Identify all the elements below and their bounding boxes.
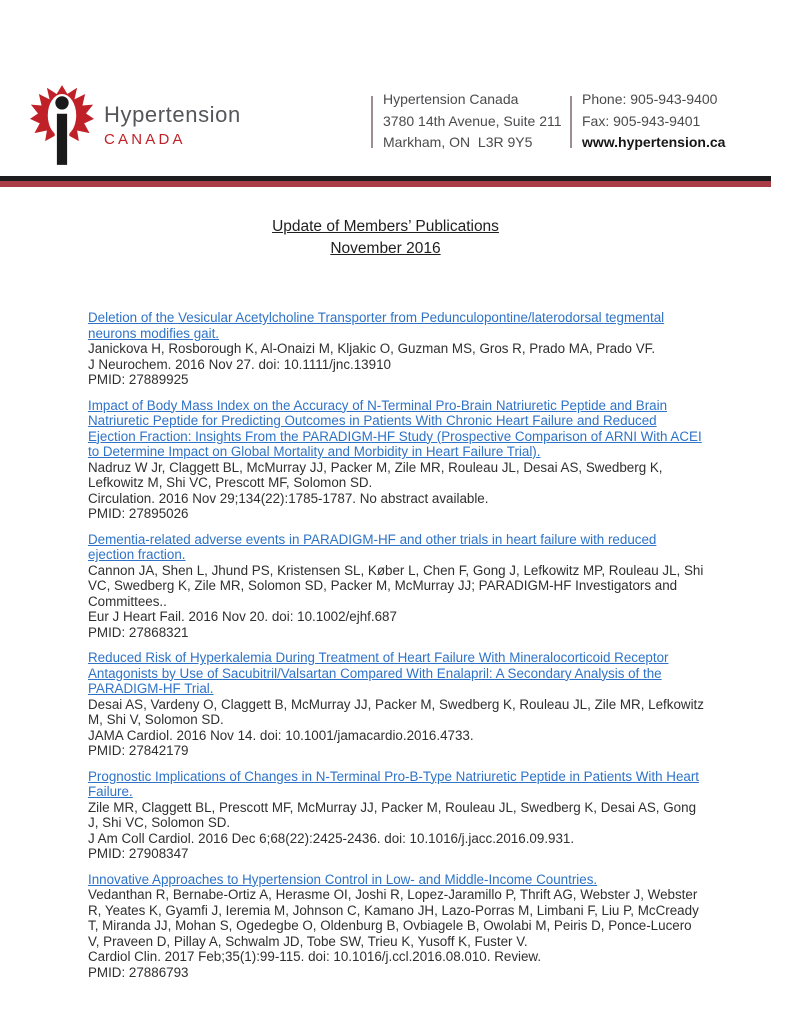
publication-pmid: PMID: 27895026 <box>88 506 189 521</box>
publication-entry <box>88 532 706 641</box>
phone-line: Phone: 905-943-9400 <box>582 91 718 107</box>
brand-country: CANADA <box>104 131 186 148</box>
publication-title-link[interactable]: Innovative Approaches to Hypertension Control in Low- and Middle-Income Countries. <box>88 871 598 887</box>
publication-citation: Cardiol Clin. 2017 Feb;35(1):99-115. doi: 10.1016/j.ccl.2016.08.010. Review. <box>88 949 542 964</box>
address-line: 3780 14th Avenue, Suite 211 <box>383 112 562 129</box>
publication-entry <box>88 650 706 759</box>
page-title-line1: Update of Members’ Publications <box>272 218 499 235</box>
publication-title-link[interactable]: Deletion of the Vesicular Acetylcholine Transporter from Pedunculopontine/laterodorsal tegmental neurons modifies gait. <box>88 310 665 341</box>
header-divider <box>371 96 373 148</box>
publication-authors: Desai AS, Vardeny O, Claggett B, McMurray JJ, Packer M, Swedberg K, Rouleau JL, Zile MR, Lefkowitz M, Shi V, Solomon SD. <box>88 696 704 727</box>
publication-authors: Cannon JA, Shen L, Jhund PS, Kristensen SL, Køber L, Chen F, Gong J, Lefkowitz MP, Rouleau JL, Shi VC, Swedberg K, Zile MR, Solomon SD, Packer M, McMurray JJ; PARADIGM-HF Investigators and Committees.. <box>88 562 704 609</box>
publication-authors: Zile MR, Claggett BL, Prescott MF, McMurray JJ, Packer M, Rouleau JL, Swedberg K, Desai AS, Gong J, Shi VC, Solomon SD. <box>88 799 697 830</box>
publication-pmid: PMID: 27889925 <box>88 372 189 387</box>
publication-citation: J Am Coll Cardiol. 2016 Dec 6;68(22):2425-2436. doi: 10.1016/j.jacc.2016.09.931. <box>88 830 575 846</box>
publication-pmid: PMID: 27886793 <box>88 964 189 980</box>
contact-block <box>582 89 725 154</box>
header-rule <box>0 176 771 187</box>
publications-list <box>88 310 706 990</box>
website-text: www.hypertension.ca <box>582 134 726 150</box>
publication-entry <box>88 769 706 862</box>
page-title-line2: November 2016 <box>330 240 441 257</box>
publication-authors: Nadruz W Jr, Claggett BL, McMurray JJ, Packer M, Zile MR, Rouleau JL, Desai AS, Swedberg K, Lefkowitz M, Shi VC, Prescott MF, Solomon SD. <box>88 459 663 490</box>
publication-title-link[interactable]: Reduced Risk of Hyperkalemia During Treatment of Heart Failure With Mineralocorticoid Receptor Antagonists by Use of Sacubitril/Valsartan Compared With Enalapril: A Secondary Analysis of the PARADIGM-HF Trial. <box>88 650 669 696</box>
publication-citation: Circulation. 2016 Nov 29;134(22):1785-1787. No abstract available. <box>88 490 489 506</box>
brand-name: Hypertension <box>104 102 241 127</box>
publication-entry <box>88 310 706 388</box>
publication-entry <box>88 872 706 981</box>
publication-citation: Eur J Heart Fail. 2016 Nov 20. doi: 10.1002/ejhf.687 <box>88 609 397 624</box>
publication-authors: Vedanthan R, Bernabe-Ortiz A, Herasme OI, Joshi R, Lopez-Jaramillo P, Thrift AG, Webster J, Webster R, Yeates K, Gyamfi J, Ieremia M, Johnson C, Kamano JH, Lazo-Porras M, Limbani F, Liu P, McCready T, Miranda JJ, Mohan S, Ogedegbe O, Oldenburg B, Ovbiagele B, Owolabi M, Peiris D, Ponce-Lucero V, Praveen D, Pillay A, Schwalm JD, Tobe SW, Trieu K, Yusoff K, Fuster V. <box>88 887 699 949</box>
hypertension-canada-logo <box>30 82 241 170</box>
brand-wordmark <box>104 102 241 170</box>
publication-pmid: PMID: 27868321 <box>88 624 189 640</box>
address-line: Hypertension Canada <box>383 91 519 107</box>
header-divider <box>570 96 572 148</box>
publication-citation: J Neurochem. 2016 Nov 27. doi: 10.1111/jnc.13910 <box>88 356 391 372</box>
publication-entry <box>88 398 706 522</box>
address-block <box>383 89 562 154</box>
maple-leaf-person-icon <box>30 82 94 170</box>
header-rule-red <box>0 181 771 187</box>
fax-line: Fax: 905-943-9401 <box>582 112 701 129</box>
publication-authors: Janickova H, Rosborough K, Al-Onaizi M, Kljakic O, Guzman MS, Gros R, Prado MA, Prado VF. <box>88 341 656 356</box>
publication-title-link[interactable]: Dementia-related adverse events in PARADIGM-HF and other trials in heart failure with reduced ejection fraction. <box>88 531 657 562</box>
publication-title-link[interactable]: Prognostic Implications of Changes in N-Terminal Pro-B-Type Natriuretic Peptide in Patients With Heart Failure. <box>88 768 700 799</box>
publication-pmid: PMID: 27908347 <box>88 846 189 861</box>
publication-title-link[interactable]: Impact of Body Mass Index on the Accuracy of N-Terminal Pro-Brain Natriuretic Peptide and Brain Natriuretic Peptide for Predicting Outcomes in Patients With Chronic Heart Failure and Reduced Ejection Fraction: Insights From the PARADIGM-HF Study (Prospective Comparison of ARNI With ACEI to Determine Impact on Global Mortality and Morbidity in Heart Failure Trial). <box>88 397 702 459</box>
address-line: Markham, ON L3R 9Y5 <box>383 134 533 150</box>
publication-pmid: PMID: 27842179 <box>88 743 189 758</box>
publication-citation: JAMA Cardiol. 2016 Nov 14. doi: 10.1001/jamacardio.2016.4733. <box>88 727 474 743</box>
page-title <box>0 216 771 260</box>
